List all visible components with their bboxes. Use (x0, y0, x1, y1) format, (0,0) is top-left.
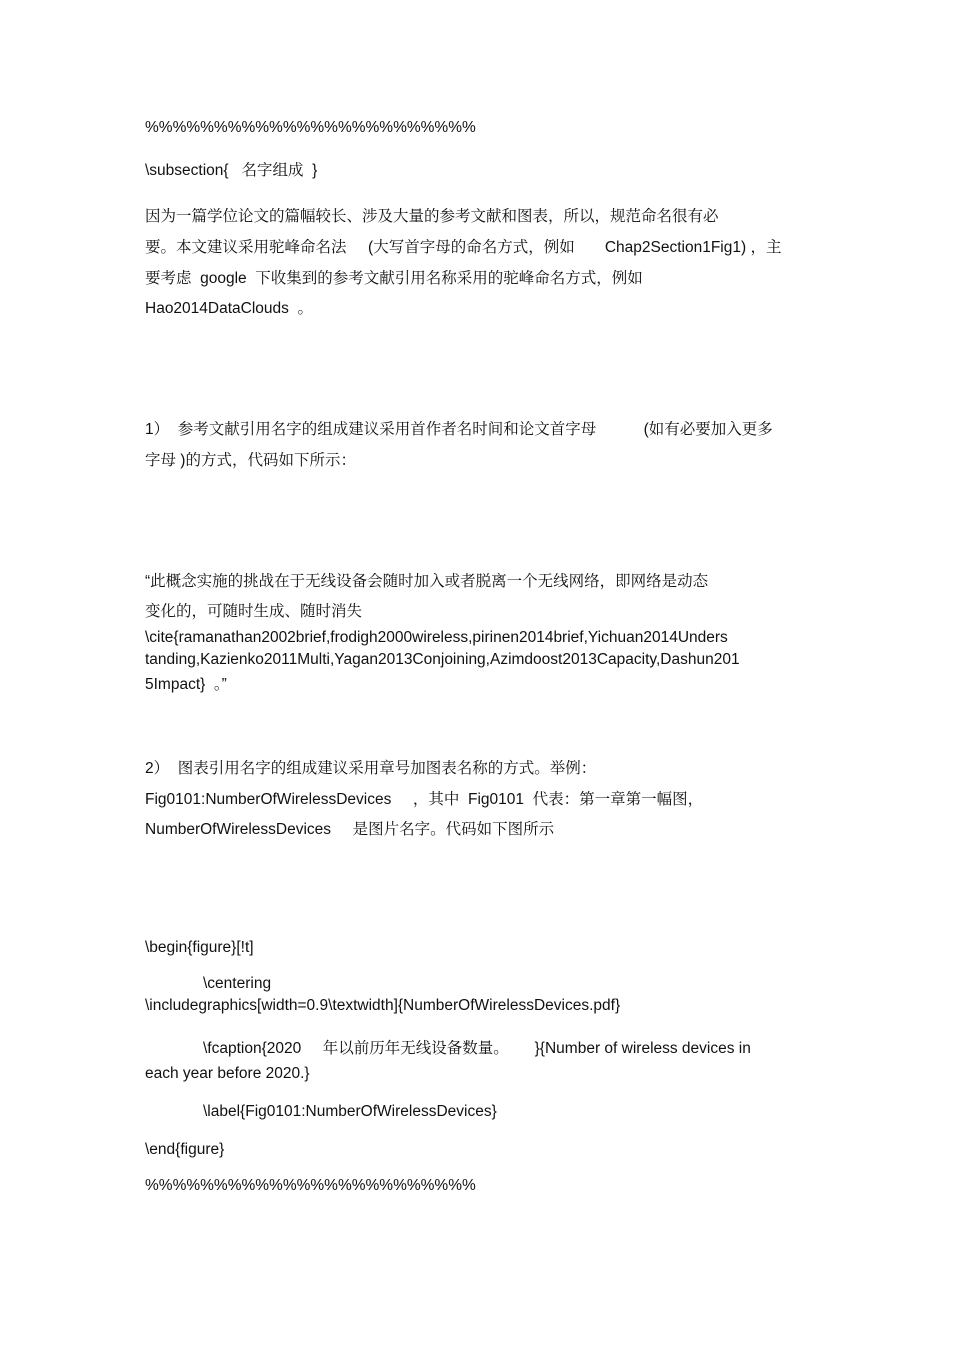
item-2-line-2: Fig0101:NumberOfWirelessDevices ，其中 Fig0101 代表：第一章第一幅图， (145, 791, 704, 808)
item-1-line-2: 字母 )的方式，代码如下所示： (145, 452, 356, 469)
cite-line-3: 5Impact} 。” (145, 676, 227, 693)
code-fcaption-line-1: \fcaption{2020 年以前历年无线设备数量。 }{Number of wireless devices in (203, 1040, 751, 1057)
subsection-heading: \subsection{ 名字组成 } (145, 162, 318, 179)
code-centering: \centering (203, 975, 272, 992)
item-2-line-1: 2） 图表引用名字的组成建议采用章号加图表名称的方式。举例： (145, 760, 597, 777)
quote-line-1: “此概念实施的挑战在于无线设备会随时加入或者脱离一个无线网络，即网络是动态 (145, 573, 709, 590)
cite-line-2: tanding,Kazienko2011Multi,Yagan2013Conjoining,Azimdoost2013Capacity,Dashun201 (145, 651, 740, 668)
code-label: \label{Fig0101:NumberOfWirelessDevices} (203, 1103, 497, 1120)
separator-line-top: %%%%%%%%%%%%%%%%%%%%%%%% (145, 119, 476, 136)
quote-line-2: 变化的，可随时生成、随时消失 (145, 603, 363, 620)
item-2-line-3: NumberOfWirelessDevices 是图片名字。代码如下图所示 (145, 821, 555, 838)
code-fcaption-line-2: each year before 2020.} (145, 1065, 310, 1082)
code-includegraphics: \includegraphics[width=0.9\textwidth]{NumberOfWirelessDevices.pdf} (145, 997, 621, 1014)
intro-paragraph-line-4: Hao2014DataClouds 。 (145, 300, 314, 317)
separator-line-bottom: %%%%%%%%%%%%%%%%%%%%%%%% (145, 1177, 476, 1194)
intro-paragraph-line-2: 要。本文建议采用驼峰命名法 (大写首字母的命名方式，例如 Chap2Section1Fig1) ，主 (145, 239, 782, 256)
code-begin-figure: \begin{figure}[!t] (145, 939, 254, 956)
intro-paragraph-line-1: 因为一篇学位论文的篇幅较长、涉及大量的参考文献和图表，所以，规范命名很有必 (145, 208, 719, 225)
intro-paragraph-line-3: 要考虑 google 下收集到的参考文献引用名称采用的驼峰命名方式，例如 (145, 270, 643, 287)
item-1-line-1: 1） 参考文献引用名字的组成建议采用首作者名时间和论文首字母 (如有必要加入更多 (145, 421, 773, 438)
cite-line-1: \cite{ramanathan2002brief,frodigh2000wireless,pirinen2014brief,Yichuan2014Unders (145, 629, 728, 646)
code-end-figure: \end{figure} (145, 1141, 225, 1158)
